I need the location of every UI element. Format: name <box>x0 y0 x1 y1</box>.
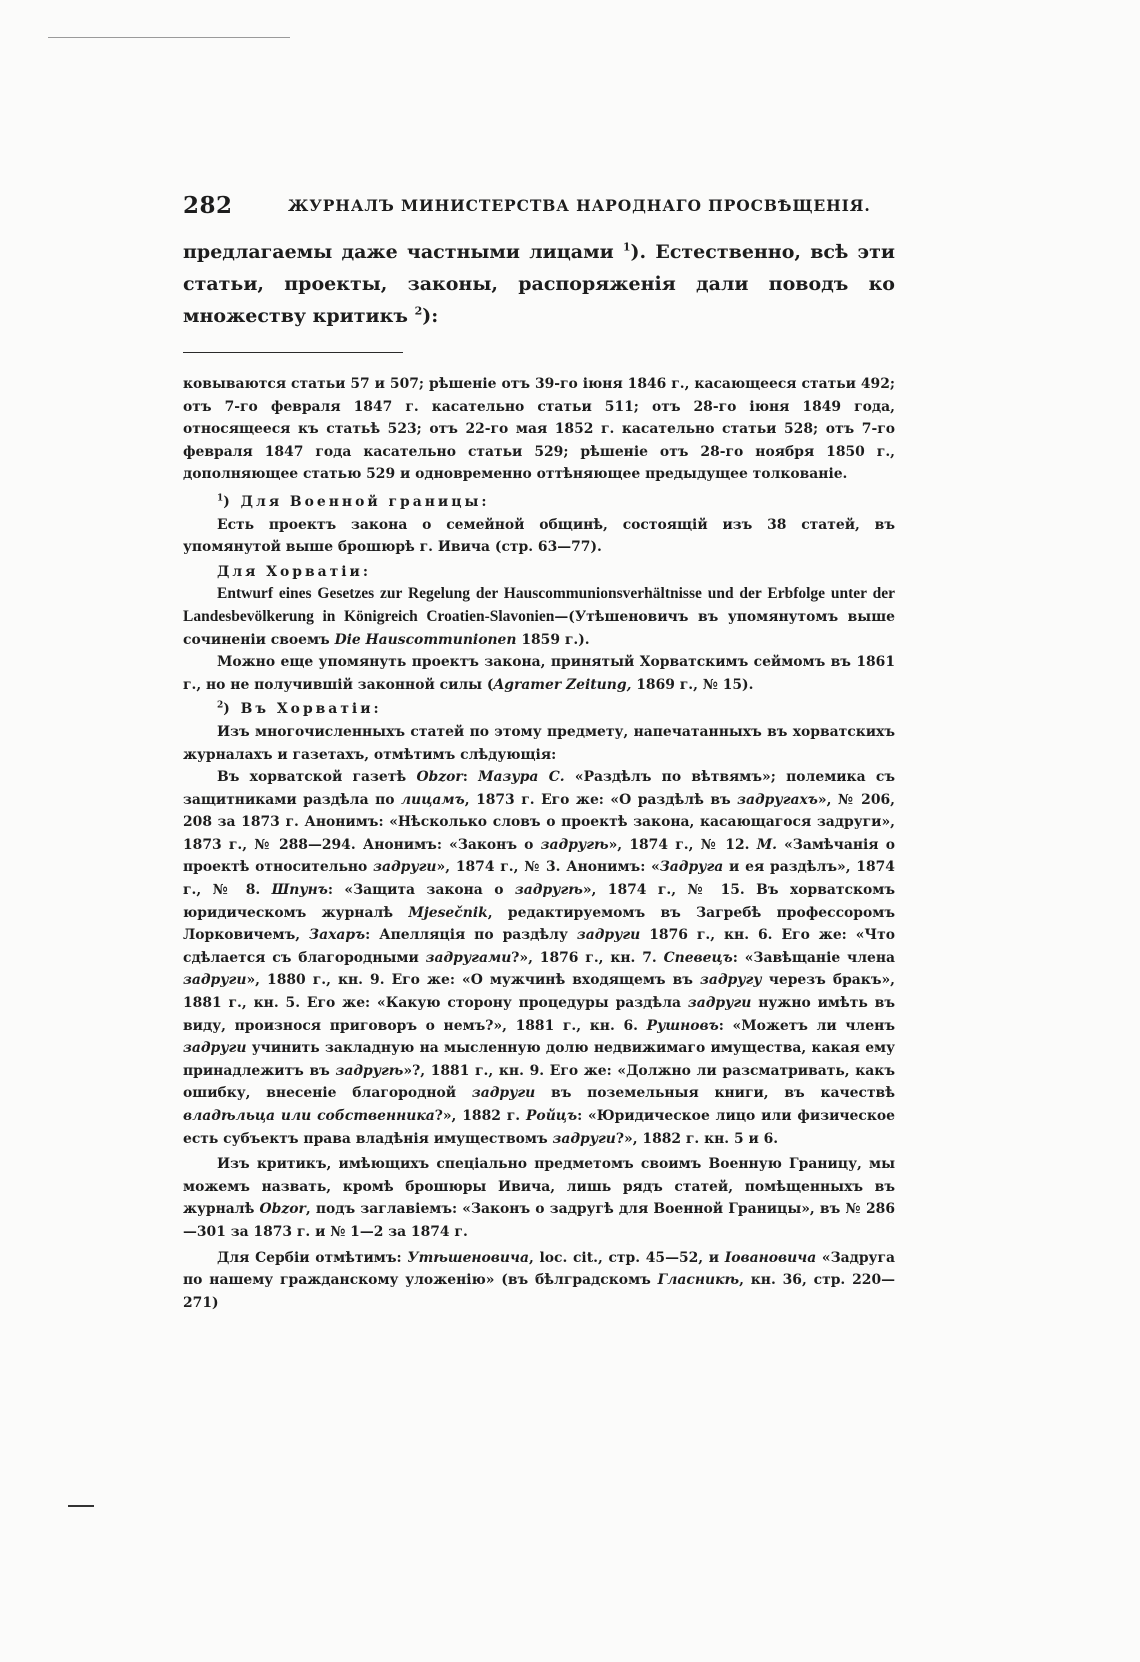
italic-run: задруги <box>471 1085 536 1102</box>
footnote-continuation: ковываются статьи 57 и 507; рѣшеніе отъ 39-го іюня 1846 г., касающееся статьи 492; отъ 7-го февраля 1847 г. касательно статьи 511; отъ 28-го іюня 1849 года, относящееся къ статьѣ 523; отъ 22-го мая 1852 г. касательно статьи 528; отъ 7-го февраля 1847 года касательно статьи 529; рѣшеніе отъ 28-го ноября 1850 г., дополняющее статью 529 и одновременно оттѣняющее предыдущее толкованіе. <box>183 376 895 483</box>
text-run: : «Завѣщаніе члена <box>732 949 895 966</box>
italic-run: Ройцъ <box>525 1108 578 1124</box>
italic-run: Obzor <box>259 1201 306 1218</box>
italic-run: Obzor <box>416 769 463 786</box>
text-run: : Апелляція по раздѣлу <box>365 927 577 944</box>
main-line-1-end: ). Естественно, всѣ эти статьи, <box>183 241 895 295</box>
italic-run: Захаръ <box>309 927 366 944</box>
croatian-sources <box>183 766 895 1150</box>
italic-run: задругами <box>425 949 512 966</box>
page-header <box>183 192 895 224</box>
main-line-2: проекты, законы, распоряженія дали поводъ ко множеству критикъ <box>183 273 895 327</box>
italic-run: задруги <box>183 1040 247 1057</box>
text-run: 1876 г., кн. 6. Его же: «Что сдѣлается съ благородными <box>183 927 895 966</box>
main-line-2-end: ): <box>422 305 439 327</box>
croatia-project: Entwurf eines Gesetzes zur Regelung der Hauscommunionsverhältnisse und der Erbfolge unter der Landesbevölkerung in Königreich Croatien-Slavonien—(Утѣшеновичъ въ упомянутомъ выше сочиненіи своемъ Die Hauscommunionen 1859 г.). <box>183 585 895 648</box>
text-run: , подъ заглавіемъ: «Законъ о задругѣ для Военной Границы», въ № 286—301 за 1873 г. и № 1—2 за 1874 г. <box>183 1201 895 1240</box>
book-page <box>183 192 895 1314</box>
articles-intro: Изъ многочисленныхъ статей по этому предмету, напечатанныхъ въ хорватскихъ журналахъ и газетахъ, отмѣтимъ слѣдующія: <box>183 723 895 763</box>
croatia-heading: Для Хорватіи: <box>217 563 371 580</box>
text-run: , кн. 36, стр. 220—271) <box>183 1272 895 1311</box>
main-line-1: предлагаемы даже частными лицами <box>183 241 614 263</box>
text-run: въ поземельныя книги, въ качествѣ <box>535 1085 895 1102</box>
text-run: Для Сербіи отмѣтимъ: <box>217 1249 408 1266</box>
text-run: Въ хорватской газетѣ <box>217 769 417 786</box>
text-run: ?», 1882 г. <box>434 1108 526 1124</box>
text-run: », 1874 г., № 15. Въ хорватскомъ юридическомъ журналѣ <box>183 882 895 921</box>
italic-run: задруги <box>373 859 437 876</box>
italic-run: Mjesečnik <box>408 904 488 921</box>
page-number: 282 <box>183 192 233 219</box>
italic-run: Утѣшеновича <box>407 1249 529 1266</box>
text-run: »?, 1881 г., кн. 9. Его же: «Должно ли разсматривать, какъ ошибку, внесеніе благородной <box>183 1062 895 1102</box>
italic-run: М. <box>756 836 777 853</box>
italic-run: Мазура С. <box>478 769 565 786</box>
text-run: », 1880 г., кн. 9. Его же: «О мужчинѣ входящемъ въ <box>246 972 700 989</box>
text-run: : <box>462 769 479 786</box>
text-run: , loc. cit., стр. 45—52, и <box>528 1249 725 1266</box>
footnote-1-text: Есть проектъ закона о семейной общинѣ, состоящій изъ 38 статей, въ упомянутой выше брошюрѣ г. Ивича (стр. 63—77). <box>183 516 895 556</box>
text-run: «Замѣчанія о проектѣ относительно <box>183 836 895 876</box>
text-run: : «Юридическое лицо или физическое есть субъектъ права владѣнія имуществомъ <box>183 1108 895 1147</box>
text-run: , редактируемомъ въ Загребѣ профессоромъ Лорковичемъ, <box>183 904 895 944</box>
text-run: : «Защита закона о <box>327 882 515 899</box>
italic-run: задругу <box>699 972 762 989</box>
italic-run: Гласникѣ <box>657 1272 740 1289</box>
text-run: Изъ критикъ, имѣющихъ спеціально предметомъ своимъ Военную Границу, мы можемъ назвать, кромѣ брошюры Ивича, лишь рядъ статей, помѣщенныхъ въ журналѣ <box>183 1156 895 1218</box>
sabor-project: Можно еще упомянуть проектъ закона, принятый Хорватскимъ сеймомъ въ 1861 г., но не получившій законной силы (Agramer Zeitung, 1869 г., № 15). <box>183 654 895 693</box>
scan-margin-mark <box>68 1505 94 1507</box>
text-run: , 1873 г. Его же: «О раздѣлѣ въ <box>464 791 738 808</box>
footnote-2-heading: $^2$) Въ Хорватіи: <box>217 700 382 718</box>
text-run: », № 206, 208 за 1873 г. Анонимъ: «Нѣсколько словъ о проектѣ закона, касающагося задруги», 1873 г., № 288—294. Анонимъ: «Законъ о <box>183 791 896 853</box>
italic-run: задруги <box>576 927 641 944</box>
croatia-project-latin: Entwurf eines Gesetzes zur Regelung der Hauscommunionsverhältnisse und der Erbfolge unter der Landesbevölkerung in Königreich Croatien-Slavonien <box>183 585 895 625</box>
text-run: ?», 1882 г. кн. 5 и 6. <box>615 1130 779 1147</box>
italic-run: задругѣ <box>540 836 609 853</box>
text-run: «Раздѣлъ по вѣтвямъ»; полемика съ защитниками раздѣла по <box>183 769 895 808</box>
footnote-ref-1: 1 <box>622 240 631 254</box>
running-title: ЖУРНАЛЪ МИНИСТЕРСТВА НАРОДНАГО ПРОСВѢЩЕНІЯ. <box>288 196 871 215</box>
italic-run: лицамъ <box>401 791 465 808</box>
text-run: черезъ бракъ», 1881 г., кн. 5. Его же: «Какую сторону процедуры раздѣла <box>183 972 895 1012</box>
italic-run: Шпунъ <box>271 882 328 899</box>
italic-run: задруги <box>687 995 752 1012</box>
footnote-separator <box>183 352 403 353</box>
footnotes <box>183 373 895 1314</box>
italic-run: Іовановича <box>724 1249 817 1266</box>
text-run: нужно имѣть въ виду, произнося приговоръ о немъ?», 1881 г., кн. 6. <box>183 995 895 1034</box>
text-run: и ея раздѣлъ», 1874 г., № 8. <box>183 859 895 899</box>
italic-run: владѣльца или собственника <box>183 1108 435 1124</box>
italic-run: Рушновъ <box>646 1017 719 1034</box>
main-text <box>183 236 895 332</box>
military-border-critiques <box>183 1153 895 1243</box>
italic-run: Задруга <box>659 859 724 876</box>
footnote-1-mark: 1 <box>217 493 224 504</box>
footnote-1-heading: $^1$) Для Военной границы: <box>217 493 490 510</box>
serbia-sources <box>183 1247 895 1315</box>
italic-run: задругѣ <box>514 882 583 899</box>
text-run: учинить закладную на мысленную долю недвижимаго имущества, какая ему принадлежитъ въ <box>183 1040 895 1079</box>
italic-run: задруги <box>552 1130 616 1147</box>
text-run: », 1874 г., № 3. Анонимъ: « <box>436 859 660 876</box>
text-run: ?», 1876 г., кн. 7. <box>511 949 664 966</box>
italic-run: Спевецъ <box>663 949 733 966</box>
text-run: », 1874 г., № 12. <box>608 836 757 853</box>
italic-run: задругѣ <box>335 1062 404 1079</box>
text-run: : «Можетъ ли членъ <box>718 1017 895 1034</box>
footnote-2-mark: 2 <box>217 700 224 711</box>
text-run: «Задруга по нашему гражданскому уложенію» (въ бѣлградскомъ <box>183 1249 895 1289</box>
italic-run: задруги <box>183 972 247 989</box>
scan-edge-line <box>48 37 290 38</box>
italic-run: задругахъ <box>737 791 818 808</box>
footnote-ref-2: 2 <box>414 304 423 318</box>
